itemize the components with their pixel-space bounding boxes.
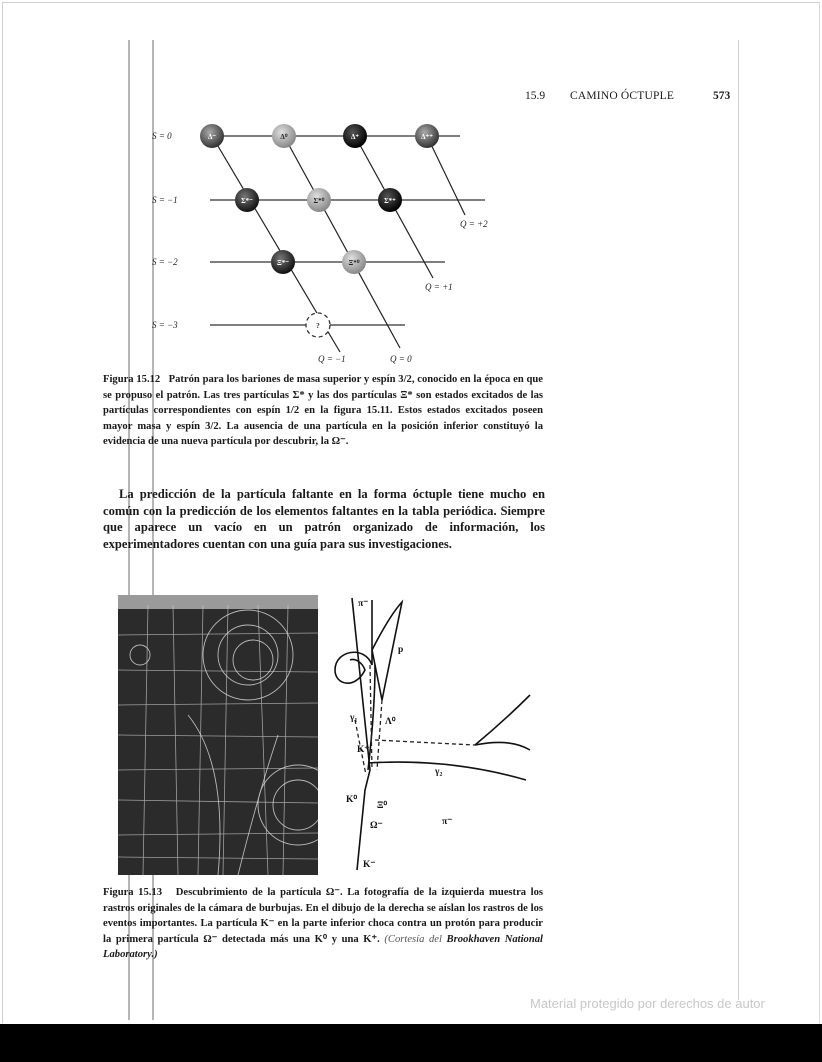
- copyright-watermark: Material protegido por derechos de autor: [530, 996, 765, 1011]
- charge-label-0: Q = 0: [390, 354, 412, 364]
- figure-15-13-caption: [103, 885, 543, 963]
- particle-sigma-minus: Σ*⁻: [241, 197, 253, 205]
- label-xi0: Ξ⁰: [377, 801, 388, 811]
- body-paragraph: La predicción de la partícula faltante en la forma óctuple tiene mucho en común con la predicción de los elementos faltantes en la tabla periódica. Siempre que aparece un vacío en un patrón organizado de información, los experimentadores cuentan con una guía para sus investigaciones.: [103, 487, 545, 551]
- label-pi-minus-right: π⁻: [442, 817, 453, 827]
- particle-xi-zero: Ξ*⁰: [348, 259, 360, 267]
- bottom-black-bar: [0, 1024, 822, 1062]
- label-k0: K⁰: [346, 795, 358, 805]
- figure-15-12-caption-text: Patrón para los bariones de masa superior y espín 3/2, conocido en la época en que se propuso el patrón. Las tres partículas Σ* y las dos partículas Ξ* son estados excitados de las partículas correspondientes con espín 1/2 en la figura 15.11. Estos estados excitados poseen mayor masa y espín 3/2. La ausencia de una partícula en la posición inferior constituyó la evidencia de una nueva partícula por descubrir, la Ω⁻.: [103, 374, 543, 447]
- particle-delta-plus: Δ⁺: [350, 133, 360, 141]
- charge-label-plus1: Q = +1: [425, 282, 453, 292]
- figure-15-12-caption: [103, 372, 543, 450]
- particle-delta-zero: Δ⁰: [280, 133, 288, 141]
- figure-15-12-label: Figura 15.12: [103, 374, 161, 385]
- particle-sigma-plus: Σ*⁺: [384, 197, 396, 205]
- particle-sigma-zero: Σ*⁰: [313, 197, 325, 205]
- label-omega-minus: Ω⁻: [370, 821, 383, 831]
- page-number: 573: [713, 90, 731, 102]
- strangeness-label-2: S = −2: [152, 257, 178, 267]
- strangeness-label-0: S = 0: [152, 131, 172, 141]
- particle-xi-minus: Ξ*⁻: [277, 259, 289, 267]
- charge-label-plus2: Q = +2: [460, 219, 488, 229]
- bubble-chamber-photo: [118, 595, 318, 875]
- label-proton: p: [398, 645, 404, 655]
- label-gamma1: γ₁: [350, 713, 358, 723]
- baryon-decuplet-diagram: [150, 120, 510, 365]
- chapter-title: CAMINO ÓCTUPLE: [570, 90, 675, 102]
- label-k-minus: K⁻: [363, 860, 376, 870]
- particle-tracks-drawing: [330, 590, 550, 880]
- section-number: 15.9: [525, 90, 546, 102]
- figure-15-13-caption-text: Descubrimiento de la partícula Ω⁻. La fotografía de la izquierda muestra los rastros originales de la cámara de burbujas. En el dibujo de la derecha se aíslan los rastros de los eventos importantes. La partícula K⁻ en la parte inferior choca contra un protón para producir la primera partícula Ω⁻ detectada más una K⁰ y una K⁺.: [103, 887, 544, 945]
- particle-missing: ?: [316, 322, 320, 330]
- credit-name: Brookhaven National Laboratory.): [103, 933, 543, 960]
- label-lambda0: Λ⁰: [385, 717, 396, 727]
- label-gamma2: γ₂: [435, 767, 443, 777]
- particle-delta-plusplus: Δ⁺⁺: [421, 133, 433, 141]
- scan-line-right: [738, 40, 739, 1000]
- credit-prefix: (Cortesía del: [384, 933, 442, 945]
- particle-delta-minus: Δ⁻: [207, 133, 217, 141]
- strangeness-label-1: S = −1: [152, 195, 178, 205]
- charge-label-minus1: Q = −1: [318, 354, 346, 364]
- label-k-plus: K⁺: [357, 745, 370, 755]
- figure-15-13-label: Figura 15.13: [103, 887, 163, 898]
- label-pi-minus-top: π⁻: [358, 599, 369, 609]
- strangeness-label-3: S = −3: [152, 320, 178, 330]
